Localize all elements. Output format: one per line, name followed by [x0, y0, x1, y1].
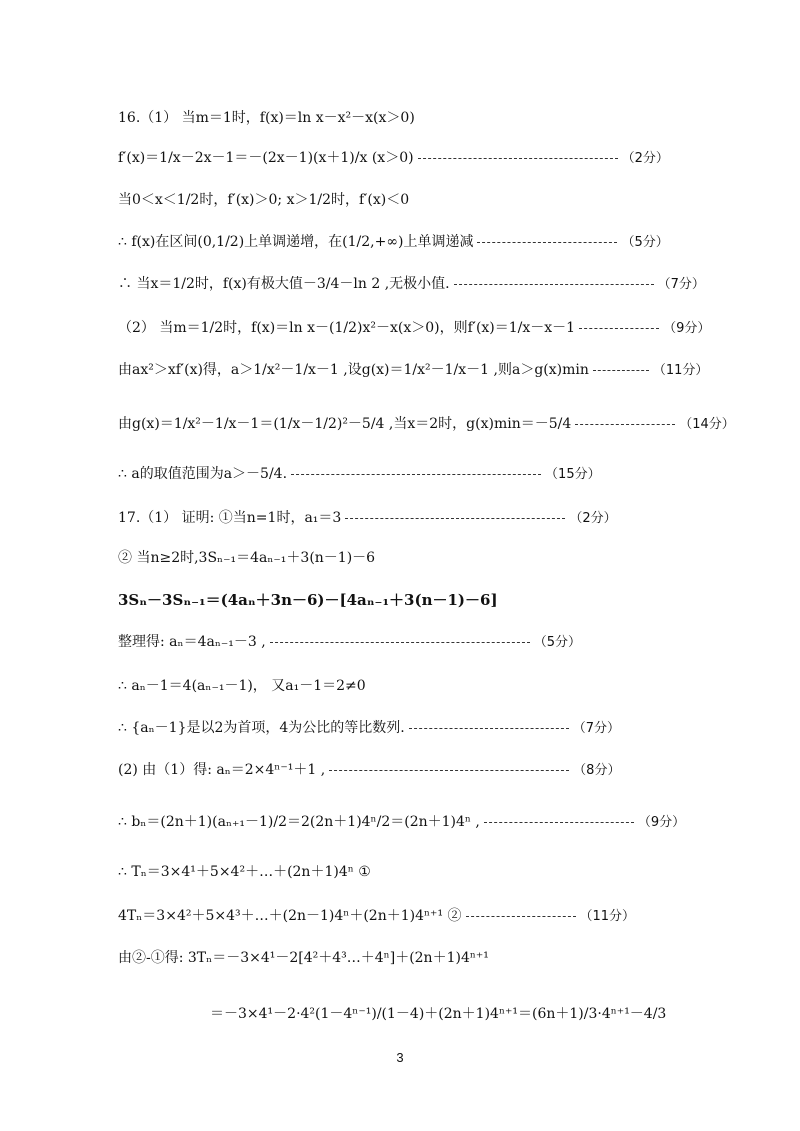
dash-leader — [270, 642, 530, 643]
line-text: 当0＜x＜1/2时，f′(x)＞0; x＞1/2时，f′(x)＜0 — [118, 192, 410, 208]
line-simplify — [118, 632, 581, 653]
line-text: ∴ aₙ－1＝4(aₙ₋₁－1)， 又a₁－1＝2≠0 — [118, 678, 366, 694]
score-label: （5分） — [621, 235, 669, 250]
line-text: 17.（1） 证明: ①当n=1时，a₁＝3 — [118, 510, 342, 526]
line-sign-analysis — [118, 190, 409, 210]
line-text: 3Sₙ－3Sₙ₋₁＝(4aₙ＋3n－6)－[4aₙ₋₁＋3(n－1)－6] — [118, 591, 498, 609]
dash-leader — [454, 284, 654, 285]
line-set-g — [118, 360, 708, 381]
dash-leader — [409, 728, 569, 729]
score-label: （7分） — [657, 277, 705, 292]
score-label: （15分） — [545, 467, 601, 482]
score-label: （7分） — [572, 721, 621, 736]
line-4tn — [118, 906, 635, 927]
line-g-min — [118, 414, 735, 435]
line-geometric-seq — [118, 718, 620, 739]
dash-leader — [575, 424, 675, 425]
line-text: ∴ 当x＝1/2时，f(x)有极大值－3/4－ln 2 ,无极小值. — [118, 276, 450, 292]
line-subtract — [118, 948, 489, 968]
score-label: （8分） — [573, 763, 621, 778]
line-difference — [118, 590, 498, 610]
dash-leader — [291, 474, 541, 475]
score-label: （9分） — [637, 815, 686, 830]
line-17-1 — [118, 508, 617, 529]
line-text: 由②-①得: 3Tₙ＝－3×4¹－2[4²＋4³…＋4ⁿ]＋(2n＋1)4ⁿ⁺¹ — [118, 950, 489, 966]
line-16-1-header — [118, 108, 415, 128]
line-text: 由ax²＞xf′(x)得，a＞1/x²－1/x－1 ,设g(x)＝1/x²－1/x－1 ,则a＞g(x)min — [118, 362, 589, 378]
dash-leader — [593, 370, 649, 371]
line-range-a — [118, 464, 601, 485]
score-label: （11分） — [652, 363, 709, 378]
line-text: ∴ Tₙ＝3×4¹＋5×4²＋…＋(2n＋1)4ⁿ ① — [118, 864, 371, 880]
line-text: f′(x)＝1/x－2x－1＝－(2x－1)(x＋1)/x (x＞0) — [118, 150, 414, 166]
line-text: ∴ bₙ＝(2n＋1)(aₙ₊₁－1)/2＝2(2n＋1)4ⁿ/2＝(2n＋1)4ⁿ , — [118, 814, 480, 830]
score-label: （14分） — [679, 417, 735, 432]
line-tn — [118, 862, 371, 882]
line-text: (2) 由（1）得: aₙ＝2×4ⁿ⁻¹＋1 , — [118, 762, 326, 778]
line-16-2 — [118, 318, 710, 339]
line-text: 4Tₙ＝3×4²＋5×4³＋…＋(2n－1)4ⁿ＋(2n＋1)4ⁿ⁺¹ ② — [118, 908, 462, 924]
line-text: ∴ {aₙ－1}是以2为首项，4为公比的等比数列. — [118, 720, 405, 736]
line-17-2 — [118, 760, 620, 781]
dash-leader — [477, 242, 617, 243]
dash-leader — [466, 916, 576, 917]
line-geometric-relation — [118, 676, 366, 696]
score-label: （11分） — [579, 909, 636, 924]
line-text: 整理得: aₙ＝4aₙ₋₁－3 , — [118, 634, 266, 650]
score-label: （2分） — [569, 511, 617, 526]
line-n-ge-2 — [118, 548, 375, 568]
line-result — [210, 1004, 666, 1024]
page-number: 3 — [396, 1050, 404, 1065]
line-text: 16.（1） 当m＝1时，f(x)＝ln x－x²－x(x＞0) — [118, 110, 415, 126]
line-monotonic — [118, 232, 669, 253]
line-text: ② 当n≥2时,3Sₙ₋₁＝4aₙ₋₁＋3(n－1)－6 — [118, 550, 376, 566]
score-label: （9分） — [663, 321, 711, 336]
score-label: （2分） — [621, 151, 669, 166]
line-text: ＝－3×4¹－2·4²(1－4ⁿ⁻¹)/(1－4)＋(2n＋1)4ⁿ⁺¹＝(6n＋1)/3·4ⁿ⁺¹－4/3 — [210, 1006, 667, 1022]
score-label: （5分） — [533, 635, 581, 650]
dash-leader — [484, 822, 634, 823]
line-extremum — [118, 274, 705, 295]
line-derivative — [118, 148, 669, 169]
line-text: （2） 当m＝1/2时，f(x)＝ln x－(1/2)x²－x(x＞0)，则f′(x)＝1/x－x－1 — [118, 320, 576, 336]
dash-leader — [345, 518, 565, 519]
line-text: ∴ a的取值范围为a＞－5/4. — [118, 466, 288, 482]
line-text: ∴ f(x)在区间(0,1/2)上单调递增，在(1/2,+∞)上单调递减 — [118, 234, 474, 250]
dash-leader — [579, 328, 659, 329]
line-bn — [118, 812, 685, 833]
line-text: 由g(x)＝1/x²－1/x－1＝(1/x－1/2)²－5/4 ,当x＝2时，g(x)min＝－5/4 — [118, 416, 572, 432]
dash-leader — [329, 770, 569, 771]
dash-leader — [418, 158, 618, 159]
